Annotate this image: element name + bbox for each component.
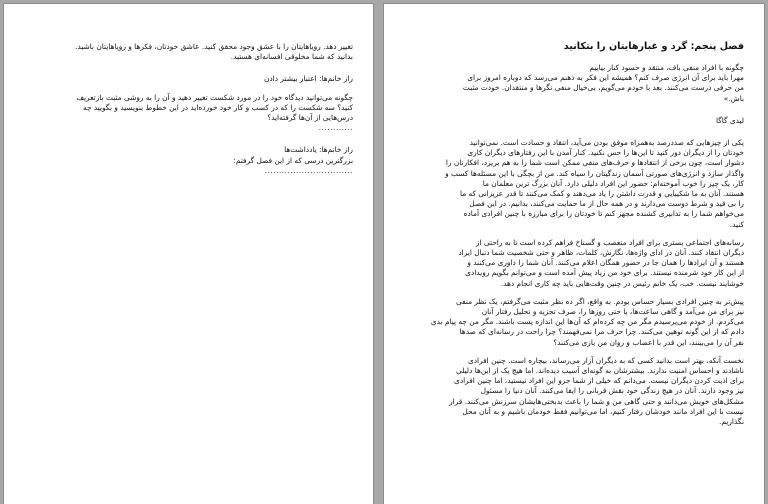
text-line: نیز وجود دارند. آنان در هیچ زندگی خود نقش قربانی را ایفا می‌کنند. آنان دنیا را مسئول (480, 386, 744, 396)
text-line: رسانه‌های اجتماعی بستری برای افراد متعصب و گستاخ فراهم کرده است تا به راحتی از (475, 237, 744, 247)
text-line: یکی از چیزهایی که صددرصد به‌همراه موفق بودن می‌آید، انتقاد و حسادت است. نمی‌توانید (469, 138, 744, 148)
text-line: از این کار خود شرمنده نیستند. برای خود من زیاد پیش آمده است و می‌توانم بگویم رویدادی (465, 268, 744, 278)
text-line: هستند. آنان به ما شکیبایی و قدرت داشتن را یاد می‌دهند و کمک می‌کنند تا قدر عزیزانی که ما (459, 189, 744, 199)
paragraph-4 (414, 356, 744, 427)
text-line: ناشادند و احساس امنیت ندارند. بیشترشان به گونه‌ای آسیب دیده‌اند. اما هیچ یک از این‌ها دلیلی (455, 366, 744, 376)
text-line: کنید؟ سه شکست را که در کسب و کار خود خورده‌اید در این خطوط بنویسید و بگویید چه (83, 102, 353, 112)
intro-paragraph (34, 42, 353, 62)
text-line: بدانید که شما مخلوقی افسانه‌ای هستید. (230, 52, 353, 62)
dotted-line: ............ (318, 123, 353, 133)
intro-quote (414, 63, 744, 104)
paragraph-1 (414, 138, 744, 230)
text-line: دادم که از این گونه توهین می‌کنند. چرا حرف مرا نمی‌فهمند؟ چرا راحت در رسانه‌ای که صدها (459, 327, 744, 337)
section-heading: راز خانم‌ها: اعتبار بیشتر دادن (263, 74, 353, 84)
text-line: هستند و آن ایرادها را همان جا در حضور همگان اعلام می‌کنند. آنان شما را داوری می‌کنند و (467, 258, 744, 268)
exercise-paragraph (34, 93, 353, 134)
section-heading: راز خانم‌ها: یادداشت‌ها (284, 145, 353, 155)
text-line: خودتان را از دیگران دور کنید تا این‌ها را حس نکنید. کنار آمدن با این رفتارهای دیگران کاری (467, 148, 744, 158)
text-line: نگذاریم. (719, 417, 744, 427)
text-line: می‌کردم. از خودم می‌پرسیدم مگر من چه کرده‌ام که آن‌ها این اندازه پست باشند. مگر من چه پیام بدی (430, 317, 744, 327)
paragraph-3 (414, 297, 744, 348)
text-line: درس‌هایی از آن‌ها گرفته‌اید؟ (267, 113, 353, 123)
chapter-title: فصل پنجم: گرد و غبارهایتان را بتکانید (563, 41, 744, 52)
text-line: تغییر دهد. رویاهایتان را با عشق وجود محقق کنید. عاشق خودتان، فکرها و رویاهایتان باشید. (75, 42, 353, 51)
text-line: باش.» (723, 93, 744, 103)
text-line: مشکل‌های خویش می‌دانند و حتی گاهی من و شما را باعث بدبختی‌هایشان سرزنش می‌کنند. قرار (449, 396, 744, 406)
text-line: چگونه می‌توانید دیدگاه خود را در مورد شکست تغییر دهید و آن را به روشی مثبت بازتعریف (76, 92, 353, 102)
page-content (414, 40, 744, 427)
page-content (34, 42, 353, 176)
text-line: من حرفی درست می‌کنند. بعد با خودم می‌گویم، بی‌خیال منفی نگرها و منتقدان. خودت مثبت (462, 83, 744, 93)
text-line: مهرا باید برای آن انرژی صرف کنم؟ همیشه این فکر به ذهنم می‌رسد که دوباره امروز برای (467, 73, 744, 83)
text-line: دیگران انتقاد کنند. آنان در ادای واژه‌ها، نگارش، کلمات، ظاهر و حتی شخصیت شما دنبال ایراد (458, 248, 744, 258)
text-line: چگونه با افراد منفی باف، منتقد و حسود کنار بیاییم (589, 63, 744, 72)
text-line: نفر آن را می‌بینند، این قدر با اعصاب و روان من بازی می‌کنند؟ (553, 337, 744, 347)
text-line: واگذار سازد و انرژی‌های صورتی آسمان زندگیتان را سیاه کند. من از بچگی با این مسئله‌ها کسب و (445, 168, 744, 178)
text-line: بزرگترین درسی که از این فصل گرفتم: (233, 155, 353, 165)
document-page-left (4, 4, 373, 504)
text-line: را بی قید و شرط دوست می‌دارند و در همه حال از ما حمایت می‌کنند، بدانیم. در این فصل (469, 199, 744, 209)
document-page-right (384, 4, 764, 504)
text-line: پیش‌تر به چنین افرادی بسیار حساس بودم. به واقع، اگر ده نظر مثبت می‌گرفتم، یک نظر منفی (455, 296, 744, 306)
text-line: نیز برای من می‌آمد و گاهی ساعت‌ها، یا حتی روزها را، صرف تجزیه و تحلیل رفتار آنان (481, 307, 744, 317)
text-line: نخست آنکه، بهتر است بدانید کسی که به دیگران آزار می‌رساند، بیچاره است. چنین افرادی (467, 355, 744, 365)
paragraph-2 (414, 238, 744, 289)
text-line: کنید. (729, 219, 744, 229)
dotted-line: ............................... (264, 165, 353, 175)
text-line: برای اذیت کردن دیگران نیست. می‌دانم که خیلی از شما جزو این افراد نیستید، اما چنین افرادی (454, 376, 744, 386)
text-line: نیست با این افراد مانند خودشان رفتار کنیم، اما می‌توانیم فقط خودمان باشیم و به آنان محل (462, 406, 744, 416)
text-line: می‌خواهم شما را به تدابیری کشنده مجهز کنم تا خودتان را برای مبارزه با چنین افرادی آماده (463, 209, 744, 219)
text-line: دشوار است، چون برخی از انتقادها و حرف‌های منفی ممکن است شما را به هم بریزد، افکارتان را (445, 158, 744, 168)
text-line: خوشایند نیست. خب، یک خانم رئیس در چنین وقت‌هایی باید چه کاری انجام دهد. (500, 278, 744, 288)
quote-signature: لیدی گاگا (715, 115, 744, 125)
text-line: کار، یک چیز را خوب آموخته‌ام: حضور این افراد دلیلی دارد. آنان بزرگ ترین معلمان ما (482, 178, 744, 188)
